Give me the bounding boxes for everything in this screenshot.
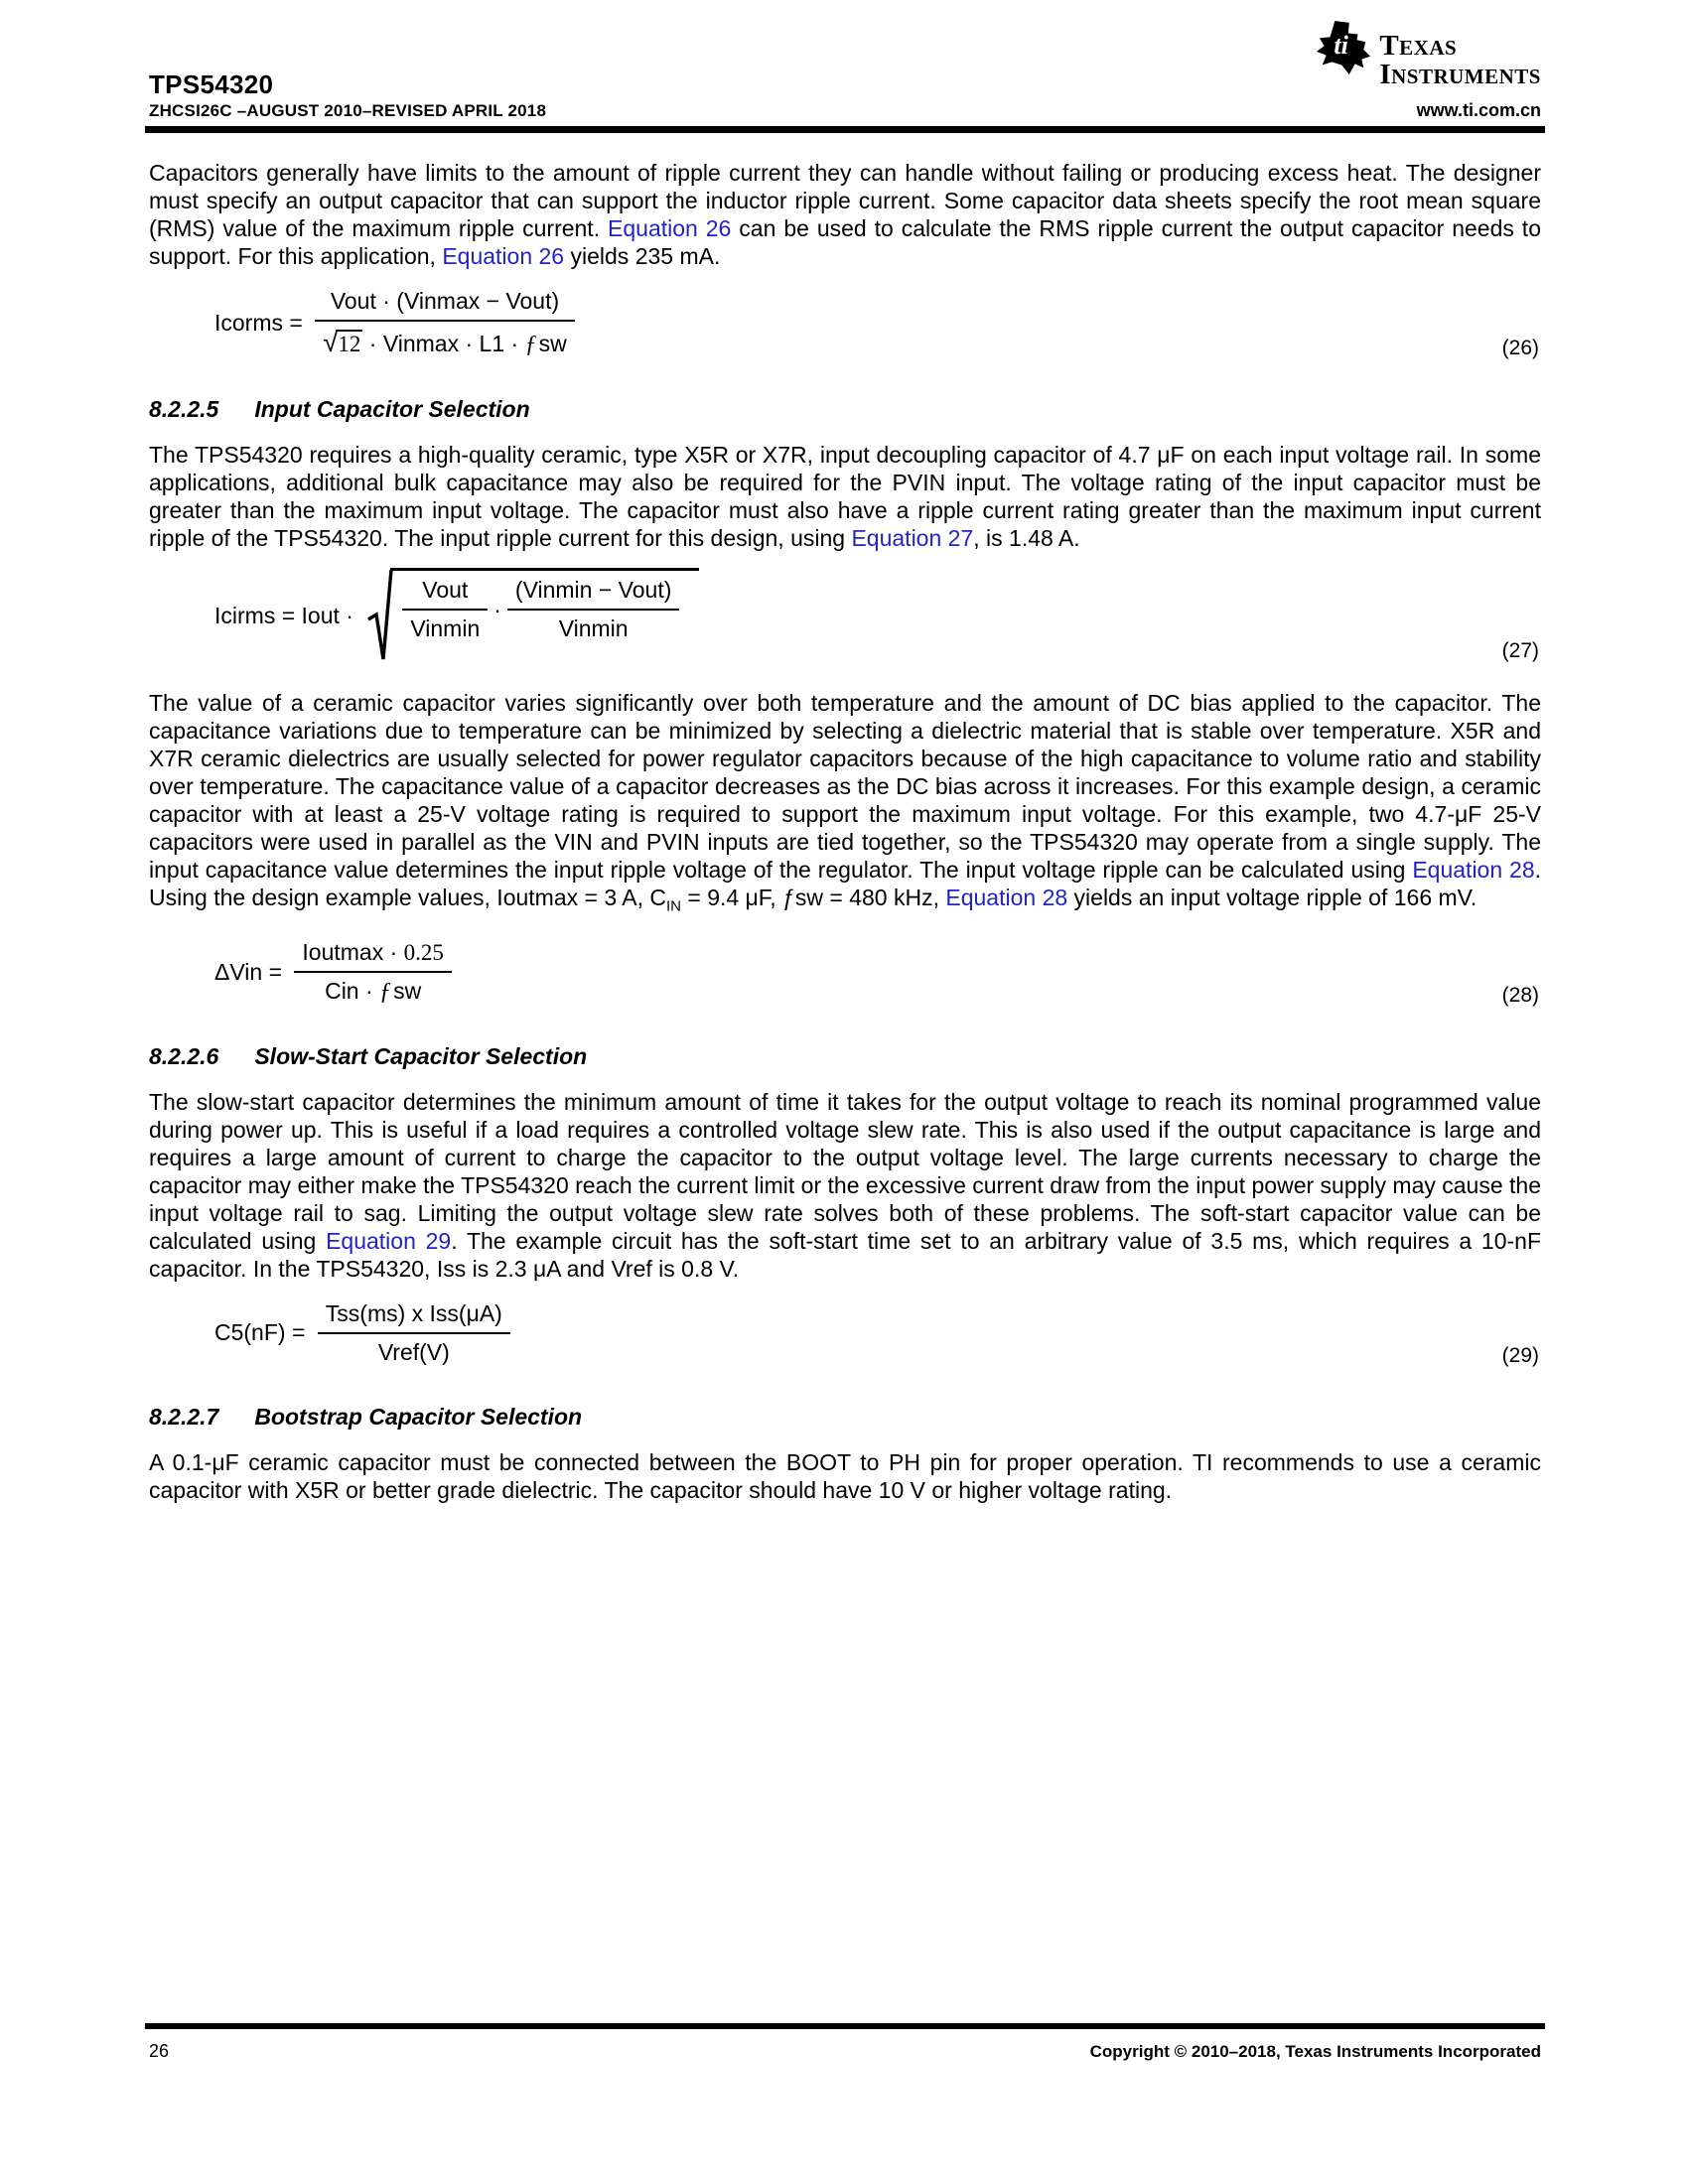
equation-27-number: (27) xyxy=(1501,639,1539,662)
page-number: 26 xyxy=(149,2041,170,2061)
svg-text:ti: ti xyxy=(1334,30,1349,60)
equation-26-formula xyxy=(214,286,581,360)
eq26-denominator: √12 · Vinmax · L1 · ƒsw xyxy=(323,327,567,357)
text-run: . The example circuit has the soft-start time set to an arbitrary value of 3.5 ms, which requires a 10-nF capacitor. In the TPS54320, Iss is 2.3 μA and Vref is 0.8 V. xyxy=(149,1227,1541,1282)
equation-26-link[interactable]: Equation 26 xyxy=(608,215,732,241)
cin-subscript: IN xyxy=(665,897,681,915)
eq29-denominator: Vref(V) xyxy=(377,1338,450,1365)
equation-26-number: (26) xyxy=(1501,337,1539,359)
paragraph-slow-start xyxy=(149,1088,1541,1283)
eq26-fraction xyxy=(315,286,575,360)
paragraph-ceramic-capacitor xyxy=(149,689,1541,921)
equation-27 xyxy=(149,568,1541,663)
eq26-lhs: Icorms = xyxy=(214,310,310,336)
equation-29-number: (29) xyxy=(1501,1343,1539,1367)
paragraph-output-capacitor xyxy=(149,159,1541,270)
logo-line-1: TEXAS xyxy=(1379,30,1458,62)
eq29-lhs: C5(nF) = xyxy=(214,1319,312,1346)
section-number: 8.2.2.6 xyxy=(149,1042,219,1069)
document-code: ZHCSI26C –AUGUST 2010–REVISED APRIL 2018 xyxy=(149,101,547,120)
section-number: 8.2.2.5 xyxy=(149,396,219,422)
fsw-symbol: ƒsw xyxy=(379,977,422,1005)
eq28-denominator: Cin · ƒsw xyxy=(325,977,422,1005)
equation-28-number: (28) xyxy=(1501,983,1539,1007)
equation-27-formula xyxy=(214,568,699,663)
eq28-lhs: ΔVin = xyxy=(214,958,289,985)
eq28-fraction xyxy=(294,937,452,1008)
ti-logo-wordmark xyxy=(1379,20,1541,89)
eq26-numerator: Vout · (Vinmax − Vout) xyxy=(315,286,575,322)
section-title: Input Capacitor Selection xyxy=(254,396,530,422)
text-run: The value of a ceramic capacitor varies significantly over both temperature and the amount of DC bias applied to the capacitor. The capacitance variations due to temperature can be minimized by selecting a dielectric material that is stable over temperature. X5R and X7R ceramic dielectrics are usually selected for power regulator capacitors because of the high capacitance to volume ratio and stability over temperature. The capacitance value of a capacitor decreases as the DC bias across it increases. For this example design, a ceramic capacitor with at least a 25-V voltage rating is required to support the maximum input voltage. For this example, two 4.7-μF 25-V capacitors were used in parallel as the VIN and PVIN inputs are tied together, so the TPS54320 may operate from a single supply. The input capacitance value determines the input ripple voltage of the regulator. The input voltage ripple can be calculated using xyxy=(149,690,1541,883)
paragraph-bootstrap xyxy=(149,1448,1541,1504)
page-footer xyxy=(149,2023,1541,2062)
eq27-fraction-1: $\frac{\text{Vout}}{\text{Vinmin}}$ xyxy=(402,575,488,644)
section-heading-bootstrap xyxy=(149,1404,1541,1431)
copyright-text: Copyright © 2010–2018, Texas Instruments Incorporated xyxy=(1089,2042,1541,2061)
equation-27-link[interactable]: Equation 27 xyxy=(851,525,974,551)
fsw-symbol: ƒsw xyxy=(524,331,567,357)
section-title: Slow-Start Capacitor Selection xyxy=(254,1042,588,1069)
equation-28-formula xyxy=(214,937,458,1008)
equation-26-link[interactable]: Equation 26 xyxy=(442,243,565,269)
equation-28 xyxy=(149,937,1541,1008)
eq27-lhs: Icirms = Iout · xyxy=(214,602,360,628)
eq28-numerator: Ioutmax · 0.25 xyxy=(294,937,452,973)
text-run: Capacitors generally have limits to the amount of ripple current they can handle without failing or producing excess heat. The designer must specify an output capacitor that can support the inductor ripple current. Some capacitor data sheets specify the root mean square (RMS) value of the maximum ripple current. xyxy=(149,160,1541,241)
part-number: TPS54320 xyxy=(149,69,274,99)
equation-29-link[interactable]: Equation 29 xyxy=(326,1227,452,1254)
section-title: Bootstrap Capacitor Selection xyxy=(254,1403,583,1430)
eq29-numerator: Tss(ms) x Iss(μA) xyxy=(318,1298,510,1334)
text-run: The TPS54320 requires a high-quality ceramic, type X5R or X7R, input decoupling capacitor of 4.7 μF on each input voltage rail. In some applications, additional bulk capacitance may also be required for the PVIN input. The voltage rating of the input capacitor must be greater than the maximum input voltage. The capacitor must also have a ripple current rating greater than the maximum input current ripple of the TPS54320. The input ripple current for this design, using xyxy=(149,442,1541,551)
eq27-radicand xyxy=(390,568,699,644)
equation-28-link[interactable]: Equation 28 xyxy=(945,885,1068,910)
eq29-fraction xyxy=(318,1298,510,1368)
text-run: . Using the design example values, Ioutmax = 3 A, C xyxy=(149,857,1542,910)
equation-29-formula xyxy=(214,1298,516,1368)
equation-26 xyxy=(149,286,1541,360)
eq27-radical xyxy=(367,568,699,663)
section-heading-slow-start xyxy=(149,1043,1541,1070)
eq27-fraction-2: $\frac{\text{(Vinmin − Vout)}}{\text{Vinmin}}$ xyxy=(507,575,679,644)
equation-28-link[interactable]: Equation 28 xyxy=(1412,857,1535,883)
radical-icon: √ xyxy=(323,327,339,357)
ti-logo-icon xyxy=(1315,20,1372,75)
paragraph-input-capacitor xyxy=(149,441,1541,552)
text-run: can be used to calculate the RMS ripple current the output capacitor needs to support. For this application, xyxy=(149,215,1541,269)
text-run: yields an input voltage ripple of 166 mV. xyxy=(1067,885,1477,910)
page-header xyxy=(149,0,1541,133)
text-run: A 0.1-μF ceramic capacitor must be connected between the BOOT to PH pin for proper operation. TI recommends to use a ceramic capacitor with X5R or better grade dielectric. The capacitor should have 10 V or higher voltage rating. xyxy=(149,1448,1541,1503)
website-link[interactable]: www.ti.com.cn xyxy=(1416,100,1541,120)
ti-logo xyxy=(1315,20,1541,89)
logo-line-2: INSTRUMENTS xyxy=(1379,59,1541,90)
text-run: yields 235 mA. xyxy=(564,243,721,269)
text-run: The slow-start capacitor determines the minimum amount of time it takes for the output voltage to reach its nominal programmed value during power up. This is useful if a load requires a controlled voltage slew rate. This is also used if the output capacitance is large and requires a large amount of current to charge the capacitor to the output voltage level. The large currents necessary to charge the capacitor may either make the TPS54320 reach the current limit or the excessive current draw from the input power supply may cause the input voltage rail to sag. Limiting the output voltage slew rate solves both of these problems. The soft-start capacitor value can be calculated using xyxy=(149,1088,1541,1254)
footer-rule xyxy=(145,2023,1545,2029)
multiply-dot: · xyxy=(493,596,501,622)
equation-29 xyxy=(149,1298,1541,1368)
sqrt-12: √12 xyxy=(323,327,361,357)
text-run: , is 1.48 A. xyxy=(973,525,1080,551)
text-run: = 9.4 μF, ƒsw = 480 kHz, xyxy=(680,885,946,910)
section-heading-input-capacitor xyxy=(149,396,1541,423)
section-number: 8.2.2.7 xyxy=(149,1403,219,1430)
header-rule xyxy=(145,126,1545,133)
